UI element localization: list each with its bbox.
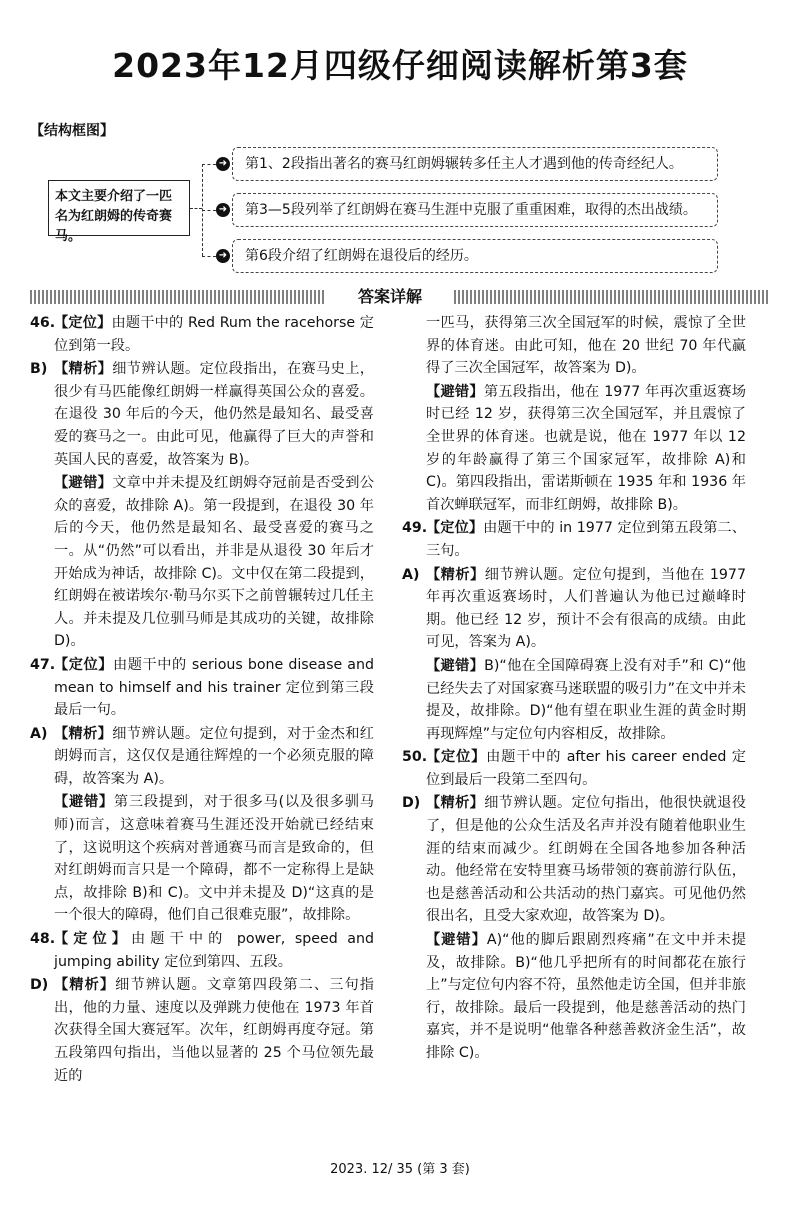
page-footer: 2023. 12/ 35 (第 3 套)	[330, 1162, 470, 1177]
answer-paragraph	[30, 928, 374, 973]
paragraph-marker: B)	[30, 361, 48, 378]
banner-hatch-left	[30, 290, 326, 304]
paragraph-marker: 48.	[30, 931, 56, 948]
answer-paragraph	[402, 655, 746, 745]
answer-paragraph	[402, 792, 746, 928]
paragraph-tag: 【精析】	[426, 566, 485, 583]
paragraph-tag: 【定位】	[426, 749, 487, 766]
left-column	[30, 312, 374, 1088]
answer-paragraph	[402, 746, 746, 791]
paragraph-tag: 【精析】	[426, 795, 485, 812]
answer-paragraph	[30, 472, 374, 653]
paragraph-text: A)“他的脚后跟剧烈疼痛”在文中并未提及，故排除。B)“他几乎把所有的时间都花在旅行上”与定位句内容不符，虽然他走访全国，但并非旅行，故排除。最后一段提到，他是慈善活动的热门嘉宾，并不是说明“他靠各种慈善救济金生活”，故排除 C)。	[426, 932, 746, 1061]
page-title: 2023年12月四级仔细阅读解析第3套	[112, 46, 688, 85]
paragraph-text: 由题干中的 Red Rum the racehorse 定位到第一段。	[54, 315, 374, 354]
structure-item: 第3—5段列举了红朗姆在赛马生涯中克服了重重困难，取得的杰出战绩。	[232, 193, 718, 227]
connector	[202, 164, 216, 165]
connector	[202, 210, 216, 211]
paragraph-text: 由题干中的 power, speed and jumping ability 定位到第四、五段。	[54, 931, 374, 970]
paragraph-tag: 【避错】	[54, 475, 113, 492]
paragraph-tag: 【避错】	[426, 383, 484, 400]
answer-paragraph	[30, 974, 374, 1087]
answer-paragraph	[30, 358, 374, 471]
structure-item: 第1、2段指出著名的赛马红朗姆辗转多任主人才遇到他的传奇经纪人。	[232, 147, 718, 181]
paragraph-text: 细节辨认题。文章第四段第二、三句指出，他的力量、速度以及弹跳力使他在 1973 年首次获得全国大赛冠军。次年，红朗姆再度夺冠。第五段第四句指出，当他以显著的 25 个马位领先最近的	[54, 977, 374, 1084]
paragraph-tag: 【定位】	[54, 931, 132, 948]
paragraph-text: 细节辨认题。定位句提到，当他在 1977 年再次重返赛场时，人们普遍认为他已过巅峰时期。他已经 12 岁，预计不会有很高的成绩。由此可见，答案为 A)。	[426, 566, 746, 651]
answer-paragraph	[402, 517, 746, 562]
paragraph-tag: 【避错】	[426, 657, 485, 674]
paragraph-text: 文章中并未提及红朗姆夺冠前是否受到公众的喜爱，故排除 A)。第一段提到，在退役 30 年后的今天，他仍然是最知名、最受喜爱的赛马之一。从“仍然”可以看出，并非是从退役 30 年后才开始成为神话，故排除 C)。文中仅在第二段提到，红朗姆在被诺埃尔·勒马尔买下之前曾辗转过几任主人。并未提及几位驯马师是其成功的关键，故排除 D)。	[54, 475, 374, 650]
paragraph-tag: 【定位】	[54, 315, 112, 331]
paragraph-tag: 【精析】	[54, 361, 113, 378]
paragraph-marker: A)	[402, 566, 420, 583]
right-column	[402, 312, 746, 1066]
answer-paragraph	[402, 564, 746, 654]
arrow-icon: ➜	[216, 249, 230, 263]
paragraph-text: 由题干中的 serious bone disease and mean to himself and his trainer 定位到第三段最后一句。	[54, 656, 374, 719]
paragraph-marker: 49.	[402, 520, 428, 537]
paragraph-tag: 【精析】	[54, 725, 113, 742]
answer-paragraph	[402, 381, 746, 517]
answer-paragraph	[30, 312, 374, 357]
banner-label: 答案详解	[330, 286, 450, 308]
answer-paragraph	[30, 654, 374, 722]
answer-paragraph	[402, 312, 746, 380]
structure-item: 第6段介绍了红朗姆在退役后的经历。	[232, 239, 718, 273]
paragraph-text: 由题干中的 in 1977 定位到第五段第二、三句。	[426, 520, 746, 559]
arrow-icon: ➜	[216, 157, 230, 171]
paragraph-marker: 47.	[30, 656, 56, 673]
answer-paragraph	[30, 791, 374, 927]
paragraph-text: 细节辨认题。定位句提到，对于金杰和红朗姆而言，这仅仅是通往辉煌的一个必须克服的障碍，故答案为 A)。	[54, 725, 374, 787]
arrow-icon: ➜	[216, 203, 230, 217]
paragraph-tag: 【避错】	[54, 794, 114, 811]
paragraph-marker: 46.	[30, 315, 56, 331]
paragraph-tag: 【定位】	[426, 520, 484, 537]
structure-label: 【结构框图】	[30, 123, 114, 139]
paragraph-text: B)“他在全国障碍赛上没有对手”和 C)“他已经失去了对国家赛马迷联盟的吸引力”在文中并未提及，故排除。D)“他有望在职业生涯的黄金时期再现辉煌”与定位句内容相反，故排除。	[426, 657, 746, 742]
paragraph-tag: 【避错】	[426, 932, 487, 949]
paragraph-marker: D)	[30, 977, 49, 994]
banner-hatch-right	[454, 290, 770, 304]
answer-paragraph	[30, 723, 374, 791]
paragraph-marker: A)	[30, 725, 48, 742]
connector	[202, 256, 216, 257]
structure-main-box: 本文主要介绍了一匹名为红朗姆的传奇赛马。	[48, 180, 190, 236]
paragraph-text: 细节辨认题。定位句指出，他很快就退役了，但是他的公众生活及名声并没有随着他职业生涯的结束而减少。红朗姆在全国各地参加各种活动。他经常在安特里赛马场带领的赛前游行队伍，也是慈善活动和公共活动的热门嘉宾。可见他仍然很出名，且受大家欢迎，故答案为 D)。	[426, 795, 746, 925]
paragraph-tag: 【精析】	[54, 977, 116, 994]
paragraph-text: 一匹马，获得第三次全国冠军的时候，震惊了全世界的体育迷。由此可知，他在 20 世纪 70 年代赢得了三次全国冠军，故答案为 D)。	[426, 315, 746, 377]
paragraph-text: 第五段指出，他在 1977 年再次重返赛场时已经 12 岁，获得第三次全国冠军，并且震惊了全世界的体育迷。也就是说，他在 1977 年以 12 岁的年龄赢得了第三个国家冠军，故排除 A)和 C)。第四段指出，雷诺斯顿在 1935 年和 1936 年首次蝉联冠军，而非红朗姆，故排除 B)。	[426, 383, 746, 513]
paragraph-text: 细节辨认题。定位段指出，在赛马史上，很少有马匹能像红朗姆一样赢得英国公众的喜爱。在退役 30 年后的今天，他仍然是最知名、最受喜爱的赛马之一。由此可见，他赢得了巨大的声誉和英国人民的喜爱，故答案为 B)。	[54, 361, 374, 468]
paragraph-marker: 50.	[402, 749, 428, 766]
paragraph-text: 第三段提到，对于很多马(以及很多驯马师)而言，这意味着赛马生涯还没开始就已经结束了，这说明这个疾病对普通赛马而言是致命的，但对红朗姆而言只是一个障碍，都不一定称得上是缺点，故排除 B)和 C)。文中并未提及 D)“这真的是一个很大的障碍，他们自己很难克服”，故排除。	[54, 794, 374, 924]
paragraph-marker: D)	[402, 795, 421, 812]
paragraph-text: 由题干中的 after his career ended 定位到最后一段第二至四句。	[426, 749, 746, 788]
section-banner	[30, 286, 770, 308]
connector	[190, 208, 202, 209]
paragraph-tag: 【定位】	[54, 656, 114, 673]
answer-paragraph	[402, 929, 746, 1065]
